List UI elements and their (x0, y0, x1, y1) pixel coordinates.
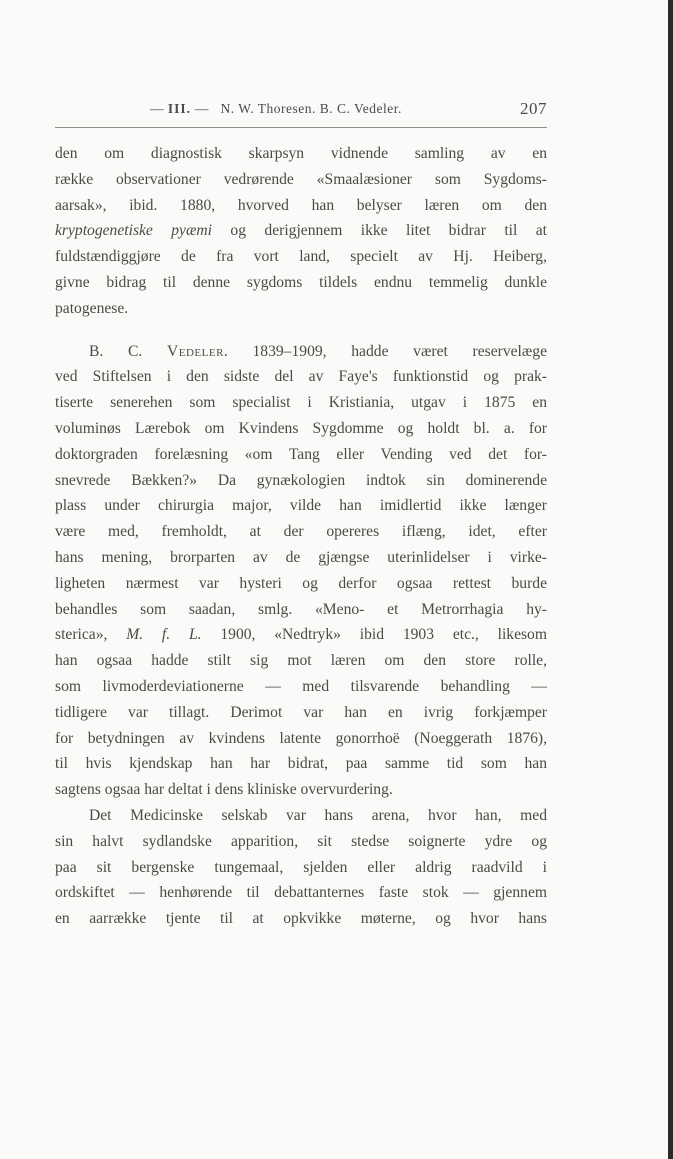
page-number: 207 (520, 99, 547, 118)
text-line (55, 622, 547, 648)
text-span: aarsak», ibid. 1880, hvorved han belyser læren om den (55, 196, 547, 214)
header-title: — III. — N. W. Thoresen. B. C. Vedeler. (150, 101, 402, 116)
text-span: doktorgraden forelæsning «om Tang eller Vending ved det for- (55, 445, 547, 463)
text-span: behandles som saadan, smlg. «Meno- et Metrorrhagia hy- (55, 600, 547, 618)
text-line (55, 493, 547, 519)
text-line (55, 777, 547, 803)
section-number: III. (167, 101, 192, 116)
text-span: den om diagnostisk skarpsyn vidnende samling av en (55, 145, 547, 162)
text-line (55, 803, 547, 829)
text-line (55, 880, 547, 906)
text-span: han ogsaa hadde stilt sig mot læren om den store rolle, (55, 652, 547, 670)
text-line (55, 571, 547, 597)
text-span: 1900, «Nedtryk» ibid 1903 etc., likesom (201, 626, 547, 644)
text-line (55, 390, 547, 416)
text-span: patogenese. (55, 299, 129, 317)
text-span: hans mening, brorparten av de gjængse uterinlidelser i virke- (55, 548, 547, 566)
running-header (55, 99, 547, 123)
text-line (55, 700, 547, 726)
text-line (55, 244, 547, 270)
paragraph-gap (55, 322, 547, 339)
text-span: tidligere var tillagt. Derimot var han en ivrig forkjæmper (55, 703, 547, 721)
text-line (55, 364, 547, 390)
text-line (55, 141, 547, 167)
text-line (55, 193, 547, 219)
text-span: være med, fremholdt, at der opereres iflæng, idet, efter (55, 523, 547, 541)
text-span: . 1839–1909, hadde været reservelæge (223, 342, 547, 360)
author-line: N. W. Thoresen. B. C. Vedeler. (220, 101, 402, 116)
text-span: fuldstændiggjøre de fra vort land, specielt av Hj. Heiberg, (55, 248, 547, 266)
text-span: snevrede Bækken?» Da gynækologien indtok sin dominerende (55, 471, 547, 489)
text-line (55, 519, 547, 545)
text-line (55, 648, 547, 674)
header-rule (55, 127, 547, 128)
text-span: givne bidrag til denne sygdoms tildels endnu temmelig dunkle (55, 273, 547, 291)
text-span: for betydningen av kvindens latente gonorrhoë (Noeggerath 1876), (55, 729, 547, 747)
text-line (55, 442, 547, 468)
text-line (55, 167, 547, 193)
text-line (55, 674, 547, 700)
text-line (55, 726, 547, 752)
text-line (55, 218, 547, 244)
text-line (55, 597, 547, 623)
text-span: paa sit bergenske tungemaal, sjelden eller aldrig raadvild i (55, 858, 547, 876)
text-span: voluminøs Lærebok om Kvindens Sygdomme og holdt bl. a. for (55, 419, 547, 437)
text-line (55, 829, 547, 855)
text-span: Det Medicinske selskab var hans arena, hvor han, med (89, 806, 547, 824)
text-span: ordskiftet — henhørende til debattanternes faste stok — gjennem (55, 884, 547, 902)
text-span: en aarrække tjente til at opkvikke møterne, og hvor hans (55, 910, 547, 928)
text-line (55, 855, 547, 881)
text-line (55, 296, 547, 322)
text-span: plass under chirurgia major, vilde han imidlertid ikke længer (55, 497, 547, 515)
text-span: sagtens ogsaa har deltat i dens kliniske overvurdering. (55, 781, 393, 799)
text-span: tiserte senerehen som specialist i Kristiania, utgav i 1875 en (55, 394, 547, 412)
text-line (55, 751, 547, 777)
text-line (55, 545, 547, 571)
text-span: sterica», (55, 626, 127, 644)
text-line (55, 339, 547, 365)
text-line (55, 416, 547, 442)
text-body (55, 141, 547, 932)
text-span: til hvis kjendskap han har bidrat, paa samme tid som han (55, 755, 547, 773)
italic-span: M. f. L. (126, 626, 202, 644)
text-span: B. C. (89, 342, 167, 360)
italic-span: kryptogenetiske pyæmi (55, 222, 212, 240)
text-span: ligheten nærmest var hysteri og derfor ogsaa rettest burde (55, 574, 547, 592)
text-span: og derigjennem ikke litet bidrar til at (211, 222, 547, 240)
text-span: ved Stiftelsen i den sidste del av Faye's funktionstid og prak- (55, 368, 547, 386)
name-smallcaps: Vedeler (166, 342, 224, 360)
text-line (55, 270, 547, 296)
text-span: sin halvt sydlandske apparition, sit stedse soignerte ydre og (55, 832, 547, 850)
scan-edge (668, 0, 673, 1159)
text-span: række observationer vedrørende «Smaalæsioner som Sygdoms- (55, 170, 547, 188)
text-line (55, 906, 547, 932)
text-span: som livmoderdeviationerne — med tilsvarende behandling — (55, 677, 547, 695)
text-line (55, 468, 547, 494)
